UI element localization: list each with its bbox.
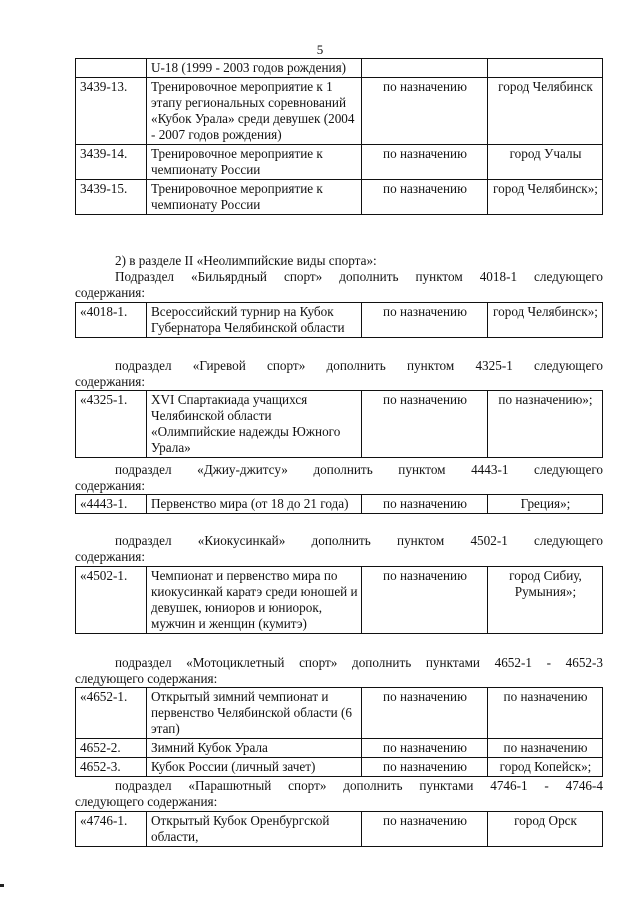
- cell-place: по назначению: [362, 78, 488, 145]
- paragraph-jiujitsu-line2: содержания:: [75, 478, 146, 493]
- cell-name: Тренировочное мероприятие к 1 этапу региональных соревнований «Кубок Урала» среди девушек (2004 - 2007 годов рождения): [147, 78, 362, 145]
- cell-place: по назначению: [362, 391, 488, 458]
- cell-num: «4443-1.: [76, 495, 147, 514]
- table-row: [76, 391, 603, 458]
- cell-name: Открытый Кубок Оренбургской области,: [147, 812, 362, 847]
- cell-num: «4502-1.: [76, 567, 147, 634]
- cell-num: 3439-15.: [76, 180, 147, 215]
- cell-num: «4325-1.: [76, 391, 147, 458]
- cell-num: 3439-13.: [76, 78, 147, 145]
- table-row: [76, 739, 603, 758]
- table-parachute: [75, 811, 603, 847]
- cell-num: «4746-1.: [76, 812, 147, 847]
- cell-name: Открытый зимний чемпионат и первенство Челябинской области (6 этап): [147, 688, 362, 739]
- paragraph-kyokushin-line2: содержания:: [75, 549, 146, 564]
- paragraph-jiujitsu-line1: подраздел «Джиу-джитсу» дополнить пунктом 4443-1 следующего: [115, 462, 603, 477]
- cell-num: 3439-14.: [76, 145, 147, 180]
- cell-name: Чемпионат и первенство мира по киокусинкай каратэ среди юношей и девушек, юниоров и юниорок, мужчин и женщин (кумитэ): [147, 567, 362, 634]
- table-volleyball-continuation: [75, 58, 603, 215]
- cell-name: U-18 (1999 - 2003 годов рождения): [147, 59, 362, 78]
- cell-name: Всероссийский турнир на Кубок Губернатора Челябинской области: [147, 303, 362, 338]
- cell-place: по назначению: [362, 303, 488, 338]
- cell-city: город Сибиу, Румыния»;: [488, 567, 603, 634]
- cell-num: «4018-1.: [76, 303, 147, 338]
- scan-mark: [0, 884, 4, 887]
- table-row: [76, 180, 603, 215]
- cell-name: XVI Спартакиада учащихся Челябинской области «Олимпийские надежды Южного Урала»: [147, 391, 362, 458]
- page-number: 5: [316, 42, 324, 57]
- cell-place: по назначению: [362, 145, 488, 180]
- paragraph-girevoy-line2: содержания:: [75, 374, 146, 389]
- cell-city: по назначению: [488, 739, 603, 758]
- cell-place: [362, 59, 488, 78]
- paragraph-moto-line1: подраздел «Мотоциклетный спорт» дополнить пунктами 4652-1 - 4652-3: [115, 655, 603, 670]
- cell-city: по назначению»;: [488, 391, 603, 458]
- table-row: [76, 303, 603, 338]
- paragraph-billiard-line1: Подраздел «Бильярдный спорт» дополнить пунктом 4018-1 следующего: [115, 269, 603, 284]
- cell-city: город Копейск»;: [488, 758, 603, 777]
- cell-name: Тренировочное мероприятие к чемпионату России: [147, 180, 362, 215]
- paragraph-girevoy-line1: подраздел «Гиревой спорт» дополнить пунктом 4325-1 следующего: [115, 358, 603, 373]
- cell-name: Зимний Кубок Урала: [147, 739, 362, 758]
- cell-place: по назначению: [362, 495, 488, 514]
- cell-place: по назначению: [362, 739, 488, 758]
- cell-num: «4652-1.: [76, 688, 147, 739]
- cell-city: [488, 59, 603, 78]
- table-row: [76, 688, 603, 739]
- cell-city: город Учалы: [488, 145, 603, 180]
- table-row: [76, 567, 603, 634]
- paragraph-parachute-line1: подраздел «Парашютный спорт» дополнить пунктами 4746-1 - 4746-4: [115, 778, 603, 793]
- table-row: [76, 812, 603, 847]
- cell-name: Тренировочное мероприятие к чемпионату России: [147, 145, 362, 180]
- paragraph-parachute-line2: следующего содержания:: [75, 794, 218, 809]
- cell-name: Первенство мира (от 18 до 21 года): [147, 495, 362, 514]
- cell-city: по назначению: [488, 688, 603, 739]
- table-kyokushin: [75, 566, 603, 634]
- cell-place: по назначению: [362, 567, 488, 634]
- table-row: [76, 59, 603, 78]
- cell-num: 4652-3.: [76, 758, 147, 777]
- cell-name: Кубок России (личный зачет): [147, 758, 362, 777]
- paragraph-billiard-line2: содержания:: [75, 285, 146, 300]
- table-row: [76, 758, 603, 777]
- table-girevoy: [75, 390, 603, 458]
- cell-place: по назначению: [362, 688, 488, 739]
- table-jiujitsu: [75, 494, 603, 514]
- cell-num: 4652-2.: [76, 739, 147, 758]
- paragraph-moto-line2: следующего содержания:: [75, 671, 218, 686]
- section-heading: 2) в разделе II «Неолимпийские виды спорта»:: [115, 253, 377, 268]
- cell-num: [76, 59, 147, 78]
- cell-city: Греция»;: [488, 495, 603, 514]
- table-row: [76, 78, 603, 145]
- table-row: [76, 495, 603, 514]
- paragraph-kyokushin-line1: подраздел «Киокусинкай» дополнить пунктом 4502-1 следующего: [115, 533, 603, 548]
- cell-city: город Челябинск: [488, 78, 603, 145]
- table-row: [76, 145, 603, 180]
- cell-city: город Челябинск»;: [488, 303, 603, 338]
- cell-city: город Челябинск»;: [488, 180, 603, 215]
- table-moto: [75, 687, 603, 777]
- cell-place: по назначению: [362, 758, 488, 777]
- cell-place: по назначению: [362, 812, 488, 847]
- cell-city: город Орск: [488, 812, 603, 847]
- table-billiard: [75, 302, 603, 338]
- cell-place: по назначению: [362, 180, 488, 215]
